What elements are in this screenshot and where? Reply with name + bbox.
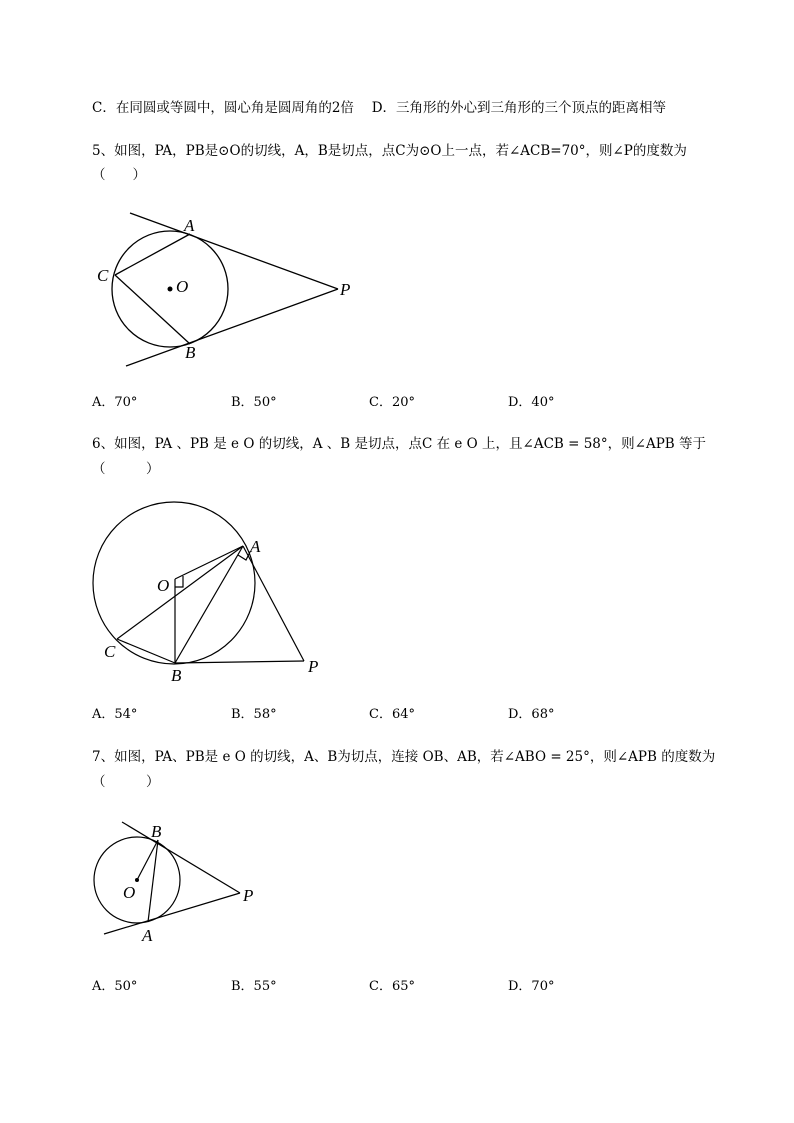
- q6-figure: [0, 490, 794, 690]
- q7-label-p: P: [243, 886, 254, 905]
- q5-tangent-pb: [126, 289, 338, 366]
- q5-option-c[interactable]: C．20°: [369, 395, 415, 410]
- q5-stem: 5、如图，PA，PB是⊙O的切线，A，B是切点，点C为⊙O上一点，若∠ACB=70°，则∠P的度数为: [92, 143, 687, 159]
- q7-label-a: A: [142, 926, 153, 945]
- q5-figure: [0, 200, 794, 375]
- q7-center-dot: [135, 878, 139, 882]
- q5-label-b: B: [185, 343, 196, 362]
- q6-option-b[interactable]: B．58°: [231, 707, 277, 722]
- q7-answer-blank: （ ）: [92, 774, 160, 790]
- q7-figure: [0, 810, 794, 950]
- q6-chord-ab: [175, 546, 243, 663]
- q6-option-a[interactable]: A．54°: [92, 707, 138, 722]
- q5-label-a: A: [184, 216, 195, 235]
- q5-chord-ca: [115, 234, 190, 275]
- q7-option-b[interactable]: B．55°: [231, 979, 277, 994]
- q6-option-d[interactable]: D．68°: [508, 707, 555, 722]
- q7-option-a[interactable]: A．50°: [92, 979, 138, 994]
- q7-label-o: O: [123, 883, 136, 902]
- q6-label-p: P: [308, 657, 319, 676]
- q6-label-c: C: [104, 642, 116, 661]
- q6-right-angle-a: [238, 552, 250, 560]
- q5-answer-blank: （ ）: [92, 167, 146, 183]
- q7-option-c[interactable]: C．65°: [369, 979, 415, 994]
- q5-label-p: P: [340, 280, 351, 299]
- q6-label-b: B: [171, 666, 182, 685]
- q5-option-d[interactable]: D．40°: [508, 395, 555, 410]
- q4-option-cd: C．在同圆或等圆中，圆心角是圆周角的2倍 D．三角形的外心到三角形的三个顶点的距离相等: [92, 100, 667, 116]
- q6-answer-blank: （ ）: [92, 461, 160, 477]
- q5-tangent-pa: [130, 213, 338, 289]
- q6-stem: 6、如图，PA 、PB 是 e O 的切线，A 、B 是切点，点C 在 e O 上，且∠ACB = 58°，则∠APB 等于: [92, 436, 706, 452]
- q6-option-c[interactable]: C．64°: [369, 707, 415, 722]
- q5-label-o: O: [176, 277, 189, 296]
- q5-option-a[interactable]: A．70°: [92, 395, 138, 410]
- q7-radius-ob: [137, 840, 158, 880]
- q6-label-o: O: [157, 576, 170, 595]
- q5-center-dot: [168, 287, 173, 292]
- q5-option-b[interactable]: B．50°: [231, 395, 277, 410]
- q7-label-b: B: [151, 822, 162, 841]
- q6-label-a: A: [250, 537, 261, 556]
- q7-option-d[interactable]: D．70°: [508, 979, 555, 994]
- q6-chord-ca: [117, 546, 243, 639]
- q7-tangent-pb: [122, 822, 240, 893]
- q7-stem: 7、如图，PA、PB是 e O 的切线，A、B为切点，连接 OB、AB，若∠ABO = 25°，则∠APB 的度数为: [92, 749, 716, 765]
- q5-label-c: C: [97, 266, 109, 285]
- q7-chord-ab: [148, 840, 158, 922]
